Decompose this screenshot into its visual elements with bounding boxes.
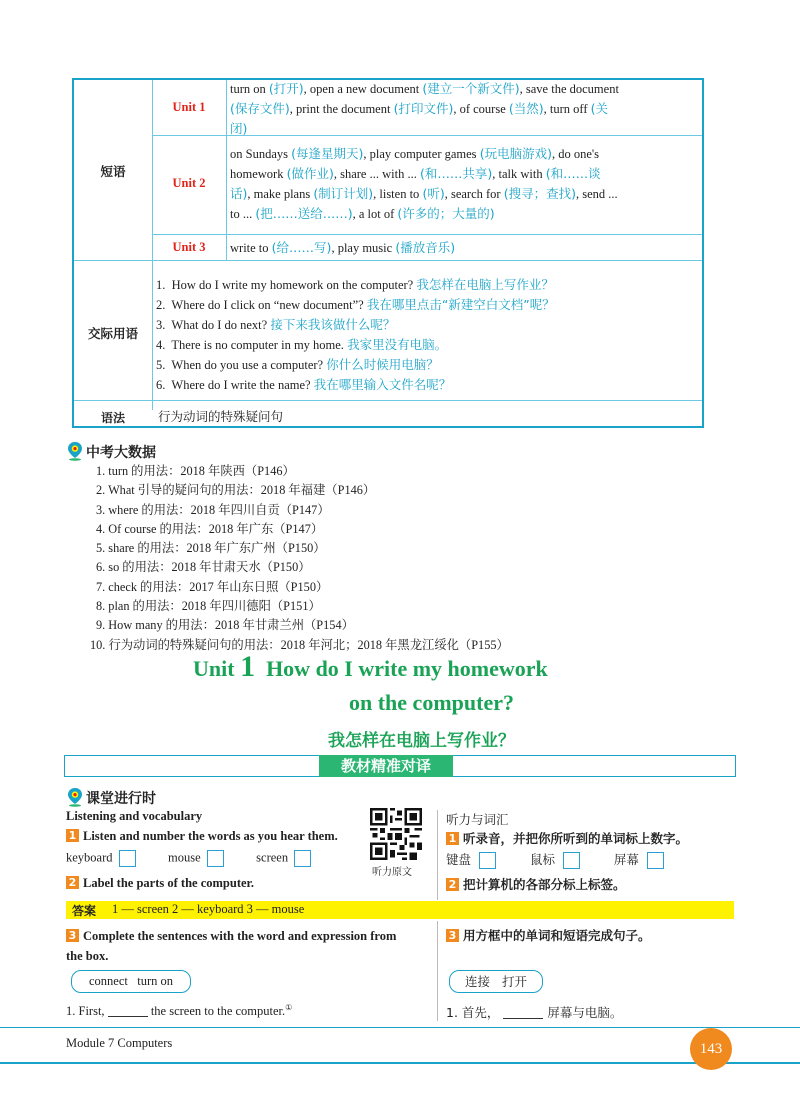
unit2-phrases: on Sundays (每逢星期天), play computer games (玩电脑游戏), do one's homework (做作业), share ... with ... (和……共享), talk with (和……谈 话), make plans (制订计划), listen to (听), search for (搜寻；查找), send ... to ... (把……送给……), a lot of (许多的；大量的) (230, 146, 618, 221)
banner-title: 教材精准对译 (319, 755, 453, 777)
unit-title-line2: on the computer? (349, 690, 514, 715)
section-title: Listening and vocabulary (66, 809, 203, 823)
list-item: 9. How many 的用法：2018 年甘肃兰州（P154） (96, 618, 354, 633)
list-item: 8. plan 的用法：2018 年四川德阳（P151） (96, 599, 321, 614)
task3-instruction-zh: 3 用方框中的单词和短语完成句子。 (446, 926, 651, 944)
unit-label: Unit 1 (172, 100, 206, 114)
task1-instruction-zh: 1 听录音，并把你所听到的单词标上数字。 (446, 829, 688, 847)
sentence-1: 1. First, the screen to the computer.① (66, 1003, 293, 1019)
grammar-label: 语法 (100, 411, 125, 425)
task2-instruction-zh: 2 把计算机的各部分标上标签。 (446, 875, 626, 893)
summary-table (72, 78, 704, 428)
task-number: 2 (66, 876, 79, 889)
task2-instruction: 2 Label the parts of the computer. (66, 876, 254, 891)
task-number: 3 (66, 929, 79, 942)
answer-box[interactable] (479, 852, 496, 869)
big-data-list (90, 462, 696, 655)
dialog-item: 4. There is no computer in my home. 我家里没有电脑。 (156, 337, 448, 352)
table-divider (74, 260, 702, 261)
footer-bar (0, 1062, 800, 1064)
answer-text: 1 — screen 2 — keyboard 3 — mouse (112, 902, 305, 916)
answer-box[interactable] (647, 852, 664, 869)
dialog-item: 3. What do I do next? 接下来我该做什么呢？ (156, 317, 396, 332)
unit-title: Unit 1 How do I write my homework (193, 650, 548, 683)
qr-code-icon[interactable] (370, 808, 422, 864)
list-item: 6. so 的用法：2018 年甘肃天水（P150） (96, 560, 311, 575)
dialog-item: 6. Where do I write the name? 我在哪里输入文件名呢？ (156, 377, 452, 392)
answer-label: 答案 (72, 904, 97, 918)
table-divider (74, 400, 702, 401)
answer-box[interactable] (563, 852, 580, 869)
task1-instruction: 1 Listen and number the words as you hear them. (66, 829, 338, 844)
answer-box[interactable] (119, 850, 136, 867)
dialog-item: 2. Where do I click on “new document”? 我在哪里点击“新建空白文档”呢？ (156, 297, 555, 312)
answer-box[interactable] (294, 850, 311, 867)
location-pin-icon (66, 787, 84, 811)
list-item: 3. where 的用法：2018 年四川自贡（P147） (96, 502, 330, 517)
section-title-zh: 听力与词汇 (446, 812, 509, 827)
classroom-heading: 课堂进行时 (86, 791, 156, 807)
list-item: 7. check 的用法：2017 年山东日照（P150） (96, 579, 329, 594)
sentence-1-zh: 1. 首先， 屏幕与电脑。 (446, 1005, 623, 1020)
word-options-zh: 键盘 鼠标 屏幕 (446, 850, 664, 869)
list-item: 10. 行为动词的特殊疑问句的用法：2018 年河北；2018 年黑龙江绥化（P155） (90, 637, 509, 652)
list-item: 2. What 引导的疑问句的用法：2018 年福建（P146） (96, 483, 376, 498)
word-box (71, 970, 191, 993)
answer-box[interactable] (207, 850, 224, 867)
unit-label: Unit 3 (172, 240, 206, 254)
location-pin-icon (66, 441, 84, 465)
task-number: 2 (446, 878, 459, 891)
dialog-item: 5. When do you use a computer? 你什么时候用电脑？ (156, 357, 439, 372)
unit3-phrases: write to (给……写), play music (播放音乐) (230, 240, 456, 255)
unit1-phrases: turn on (打开), open a new document (建立一个新文件), save the document (保存文件), print the document (打印文件), of course (当然), turn off (关 闭) (230, 81, 619, 136)
task-number: 3 (446, 929, 459, 942)
footnote-mark: ① (285, 1003, 293, 1012)
table-divider (226, 80, 227, 260)
list-item: 1. turn 的用法：2018 年陕西（P146） (96, 464, 295, 478)
task-number: 1 (446, 832, 459, 845)
page-number: 143 (699, 1041, 723, 1057)
page-number-badge (690, 1028, 732, 1070)
table-divider (152, 234, 702, 235)
unit-label: Unit 2 (172, 176, 206, 190)
grammar-text: 行为动词的特殊疑问句 (158, 409, 284, 424)
big-data-heading: 中考大数据 (86, 445, 156, 461)
word-box (449, 970, 543, 993)
footer-line (0, 1027, 800, 1028)
qr-caption: 听力原文 (372, 867, 412, 878)
dialog-list (156, 275, 696, 395)
word-box-text: 连接 打开 (465, 974, 527, 989)
word-box-text: connect turn on (88, 974, 173, 988)
answer-bar (66, 901, 734, 919)
module-label: Module 7 Computers (66, 1036, 173, 1050)
column-divider (437, 810, 438, 900)
dialog-label: 交际用语 (87, 326, 138, 341)
task3-instruction: 3 Complete the sentences with the word and expression from the box. (66, 929, 397, 963)
unit-title-zh: 我怎样在电脑上写作业？ (328, 731, 515, 751)
task-number: 1 (66, 829, 79, 842)
dialog-item: 1. How do I write my homework on the computer? 我怎样在电脑上写作业？ (156, 277, 554, 292)
phrases-label: 短语 (100, 164, 126, 179)
blank-field[interactable] (503, 1018, 543, 1019)
list-item: 5. share 的用法：2018 年广东广州（P150） (96, 541, 326, 556)
word-options: keyboard mouse screen (66, 850, 311, 867)
list-item: 4. Of course 的用法：2018 年广东（P147） (96, 521, 324, 536)
blank-field[interactable] (108, 1016, 148, 1017)
column-divider (437, 921, 438, 1021)
